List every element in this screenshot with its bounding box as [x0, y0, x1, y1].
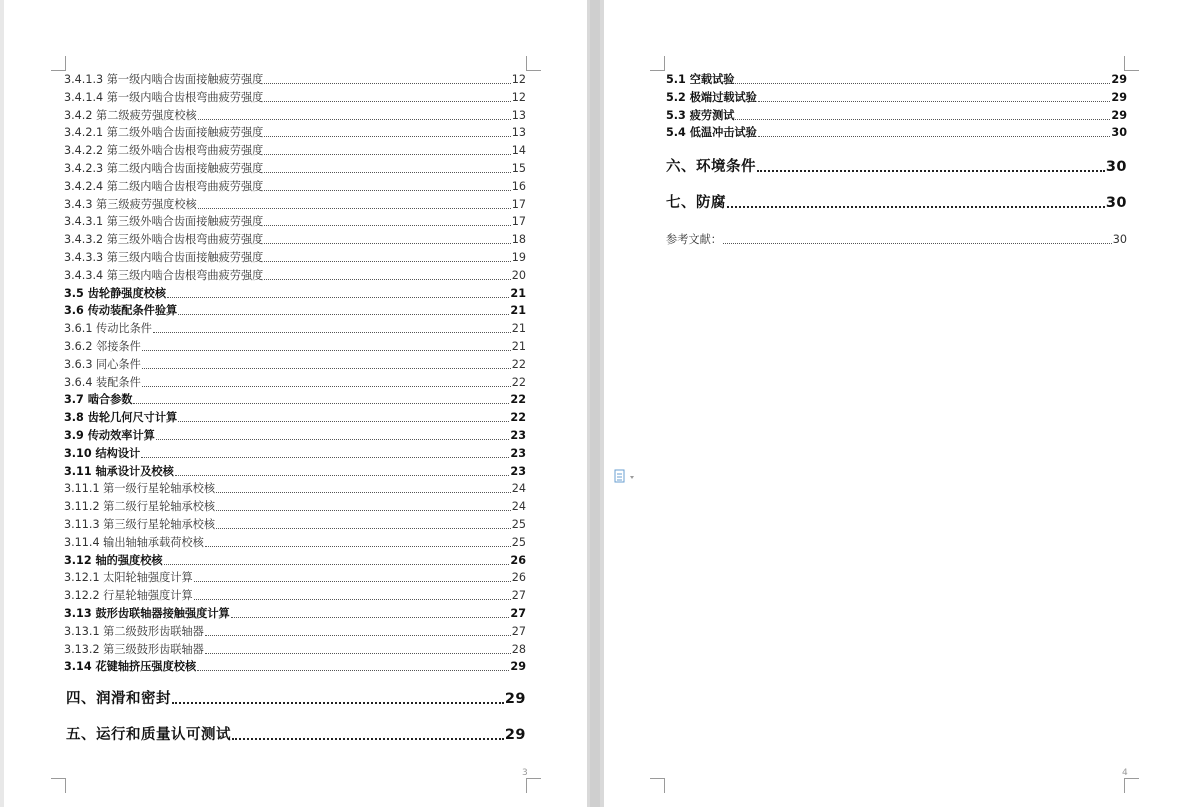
- toc-entry-title: 3.6.3 同心条件: [64, 357, 141, 371]
- toc-entry-title: 5.2 极端过载试验: [666, 90, 757, 104]
- toc-entry-title: 3.13 鼓形齿联轴器接触强度计算: [64, 607, 230, 620]
- toc-entry-title: 5.3 疲劳测试: [666, 108, 735, 122]
- toc-leader-dots: [175, 474, 510, 476]
- toc-entry-page: 29: [1111, 90, 1127, 104]
- toc-entry[interactable]: [64, 393, 526, 407]
- toc-entry-page: 21: [511, 322, 526, 336]
- toc-entry-page: 13: [511, 108, 526, 122]
- toc-entry-title: 3.4.3.2 第三级外啮合齿根弯曲疲劳强度: [64, 233, 264, 247]
- toc-entry[interactable]: [64, 269, 526, 283]
- toc-entry-page: 27: [511, 589, 526, 603]
- toc-entry[interactable]: [666, 91, 1127, 105]
- toc-leader-dots: [231, 616, 510, 618]
- margin-corner-mark: [51, 778, 66, 793]
- toc-entry-page: 17: [511, 215, 526, 229]
- toc-entry-page: 21: [510, 286, 526, 300]
- toc-entry-page: 29: [1111, 108, 1127, 122]
- toc-leader-dots: [758, 100, 1111, 102]
- toc-leader-dots: [205, 545, 511, 547]
- margin-corner-mark: [51, 56, 66, 71]
- toc-leader-dots: [264, 260, 510, 262]
- toc-entry-page: 25: [511, 518, 526, 531]
- margin-corner-mark: [1124, 56, 1139, 71]
- toc-leader-dots: [727, 205, 1105, 208]
- toc-entry-page: 24: [511, 500, 526, 514]
- toc-leader-dots: [142, 349, 511, 351]
- toc-leader-dots: [205, 652, 511, 654]
- toc-leader-dots: [264, 82, 510, 84]
- toc-leader-dots: [141, 456, 509, 458]
- toc-entry-page: 23: [510, 464, 526, 478]
- toc-leader-dots: [156, 438, 510, 440]
- toc-entry[interactable]: [64, 571, 526, 585]
- toc-entry-page: 26: [511, 571, 526, 585]
- toc-leader-dots: [264, 224, 510, 226]
- toc-entry-title: 5.4 低温冲击试验: [666, 126, 757, 140]
- margin-corner-mark: [526, 778, 541, 793]
- toc-entry-page: 21: [511, 340, 526, 353]
- toc-entry-page: 21: [510, 304, 526, 318]
- toc-entry-title: 3.12 轴的强度校核: [64, 553, 163, 567]
- toc-entry[interactable]: [64, 340, 526, 354]
- toc-entry-title: 3.8 齿轮几何尺寸计算: [64, 411, 178, 425]
- toc-entry-title: 3.6.4 装配条件: [64, 375, 141, 389]
- toc-entry-title: 3.6.1 传动比条件: [64, 322, 152, 336]
- toc-leader-dots: [198, 118, 511, 120]
- toc-entry-page: 28: [511, 642, 526, 656]
- toc-entry-title: 3.6 传动装配条件验算: [64, 304, 178, 318]
- toc-entry-title: 参考文献：: [666, 233, 722, 246]
- toc-leader-dots: [167, 296, 509, 298]
- toc-entry[interactable]: [64, 554, 526, 568]
- toc-entry-page: 20: [511, 268, 526, 282]
- toc-leader-dots: [757, 169, 1105, 172]
- toc-entry-title: 3.6.2 邻接条件: [64, 340, 141, 353]
- toc-entry-page: 18: [511, 233, 526, 247]
- toc-entry-page: 12: [511, 90, 526, 104]
- toc-entry-page: 24: [511, 482, 526, 496]
- toc-leader-dots: [735, 82, 1110, 84]
- document-page-right: [604, 0, 1181, 807]
- document-page-left: [4, 0, 587, 807]
- toc-leader-dots: [172, 701, 504, 704]
- page-number: 3: [522, 768, 528, 778]
- toc-entry-page: 19: [511, 251, 526, 264]
- toc-leader-dots: [197, 669, 509, 671]
- toc-chapter[interactable]: [66, 690, 526, 708]
- toc-entry[interactable]: [64, 376, 526, 390]
- toc-leader-dots: [723, 242, 1112, 244]
- toc-entry[interactable]: [64, 322, 526, 336]
- toc-leader-dots: [264, 242, 510, 244]
- toc-leader-dots: [205, 634, 511, 636]
- margin-corner-mark: [650, 778, 665, 793]
- toc-entry-page: 23: [510, 429, 526, 442]
- toc-entry-title: 3.4.2.3 第二级内啮合齿面接触疲劳强度: [64, 162, 264, 175]
- toc-entry-page: 22: [510, 411, 526, 425]
- toc-entry[interactable]: [64, 162, 526, 176]
- toc-entry-page: 14: [511, 144, 526, 158]
- paste-options-icon[interactable]: [613, 469, 637, 485]
- toc-leader-dots: [178, 420, 509, 422]
- toc-entry-page: 30: [1105, 195, 1127, 211]
- toc-entry-page: 16: [511, 179, 526, 193]
- toc-entry-page: 27: [510, 607, 526, 620]
- toc-references[interactable]: [666, 233, 1127, 247]
- toc-entry[interactable]: [64, 447, 526, 461]
- toc-entry-title: 3.4.2.1 第二级外啮合齿面接触疲劳强度: [64, 126, 264, 140]
- margin-corner-mark: [526, 56, 541, 71]
- toc-entry-title: 五、运行和质量认可测试: [66, 727, 231, 743]
- toc-entry-title: 3.4.3.1 第三级外啮合齿面接触疲劳强度: [64, 215, 264, 229]
- toc-entry-page: 27: [511, 624, 526, 638]
- toc-entry-page: 25: [511, 535, 526, 549]
- toc-leader-dots: [216, 527, 511, 529]
- toc-entry[interactable]: [64, 500, 526, 514]
- toc-entry-page: 30: [1111, 126, 1127, 140]
- toc-leader-dots: [194, 598, 511, 600]
- toc-entry[interactable]: [64, 73, 526, 87]
- toc-entry[interactable]: [64, 660, 526, 674]
- toc-entry-title: 3.11.1 第一级行星轮轴承校核: [64, 482, 216, 496]
- toc-entry-page: 29: [504, 691, 526, 707]
- toc-entry[interactable]: [64, 625, 526, 639]
- toc-entry[interactable]: [666, 73, 1127, 87]
- toc-entry-page: 30: [1105, 159, 1127, 175]
- toc-entry[interactable]: [64, 411, 526, 425]
- toc-entry[interactable]: [64, 251, 526, 265]
- toc-leader-dots: [142, 385, 511, 387]
- toc-chapter[interactable]: [66, 726, 526, 744]
- toc-entry[interactable]: [64, 215, 526, 229]
- toc-entry-title: 3.9 传动效率计算: [64, 429, 155, 442]
- toc-leader-dots: [264, 278, 510, 280]
- toc-entry[interactable]: [64, 233, 526, 247]
- toc-entry-title: 3.4.2.2 第二级外啮合齿根弯曲疲劳强度: [64, 144, 264, 158]
- toc-entry-page: 12: [511, 73, 526, 86]
- margin-corner-mark: [650, 56, 665, 71]
- toc-entry[interactable]: [64, 109, 526, 123]
- toc-entry-page: 29: [1111, 73, 1127, 86]
- toc-entry-title: 七、防腐: [666, 195, 726, 211]
- toc-entry-page: 22: [511, 357, 526, 371]
- toc-entry-title: 3.4.3 第三级疲劳强度校核: [64, 197, 197, 211]
- toc-leader-dots: [232, 737, 504, 740]
- toc-entry[interactable]: [666, 109, 1127, 123]
- toc-entry-title: 3.12.1 太阳轮轴强度计算: [64, 571, 193, 585]
- toc-entry[interactable]: [64, 607, 526, 621]
- margin-corner-mark: [1124, 778, 1139, 793]
- toc-entry-page: 29: [510, 660, 526, 674]
- scroll-divider: [590, 0, 600, 807]
- toc-entry-title: 3.4.1.3 第一级内啮合齿面接触疲劳强度: [64, 73, 264, 86]
- toc-leader-dots: [264, 171, 510, 173]
- toc-entry[interactable]: [64, 304, 526, 318]
- toc-entry[interactable]: [666, 126, 1127, 140]
- toc-entry-title: 3.13.2 第三级鼓形齿联轴器: [64, 642, 204, 656]
- toc-entry-page: 22: [510, 393, 526, 407]
- toc-entry-title: 六、环境条件: [666, 159, 756, 175]
- toc-leader-dots: [133, 402, 509, 404]
- toc-entry[interactable]: [64, 144, 526, 158]
- toc-leader-dots: [264, 135, 510, 137]
- toc-leader-dots: [264, 153, 510, 155]
- toc-entry[interactable]: [64, 358, 526, 372]
- toc-leader-dots: [735, 118, 1110, 120]
- toc-entry-title: 3.7 啮合参数: [64, 393, 133, 407]
- toc-entry-title: 3.11.4 输出轴轴承载荷校核: [64, 535, 204, 549]
- toc-leader-dots: [216, 509, 511, 511]
- toc-leader-dots: [198, 207, 511, 209]
- toc-entry[interactable]: [64, 482, 526, 496]
- toc-entry-page: 15: [511, 162, 526, 175]
- toc-entry-title: 3.12.2 行星轮轴强度计算: [64, 589, 193, 603]
- page-number: 4: [1122, 768, 1128, 778]
- toc-entry[interactable]: [64, 643, 526, 657]
- toc-entry-title: 3.11.2 第二级行星轮轴承校核: [64, 500, 216, 514]
- toc-entry-title: 3.4.2 第二级疲劳强度校核: [64, 108, 197, 122]
- toc-entry-title: 四、润滑和密封: [66, 691, 171, 707]
- toc-entry[interactable]: [64, 589, 526, 603]
- toc-leader-dots: [264, 100, 510, 102]
- toc-entry-title: 3.4.3.4 第三级内啮合齿根弯曲疲劳强度: [64, 268, 264, 282]
- toc-entry[interactable]: [64, 91, 526, 105]
- toc-entry-page: 23: [510, 446, 526, 460]
- toc-entry-page: 30: [1112, 233, 1127, 246]
- toc-entry-title: 3.11.3 第三级行星轮轴承校核: [64, 518, 216, 531]
- toc-entry[interactable]: [64, 287, 526, 301]
- toc-entry-title: 5.1 空载试验: [666, 73, 735, 86]
- toc-entry[interactable]: [64, 518, 526, 532]
- toc-entry-title: 3.11 轴承设计及校核: [64, 464, 174, 478]
- toc-entry[interactable]: [64, 198, 526, 212]
- toc-entry-title: 3.4.2.4 第二级内啮合齿根弯曲疲劳强度: [64, 179, 264, 193]
- toc-leader-dots: [264, 189, 510, 191]
- toc-entry-title: 3.4.3.3 第三级内啮合齿面接触疲劳强度: [64, 251, 264, 264]
- toc-leader-dots: [758, 135, 1111, 137]
- toc-entry-page: 13: [511, 126, 526, 140]
- toc-entry[interactable]: [64, 126, 526, 140]
- toc-entry[interactable]: [64, 180, 526, 194]
- toc-entry[interactable]: [64, 465, 526, 479]
- toc-leader-dots: [216, 491, 511, 493]
- toc-entry-title: 3.4.1.4 第一级内啮合齿根弯曲疲劳强度: [64, 90, 264, 104]
- toc-entry-title: 3.14 花键轴挤压强度校核: [64, 660, 197, 674]
- toc-entry-title: 3.5 齿轮静强度校核: [64, 286, 167, 300]
- toc-entry-page: 29: [504, 727, 526, 743]
- toc-leader-dots: [164, 563, 510, 565]
- toc-entry[interactable]: [64, 536, 526, 550]
- toc-entry-page: 17: [511, 197, 526, 211]
- toc-entry[interactable]: [64, 429, 526, 443]
- toc-chapter[interactable]: [666, 194, 1127, 212]
- toc-entry-title: 3.13.1 第二级鼓形齿联轴器: [64, 624, 204, 638]
- toc-leader-dots: [142, 367, 511, 369]
- toc-chapter[interactable]: [666, 158, 1127, 176]
- toc-leader-dots: [153, 331, 511, 333]
- toc-entry-page: 26: [510, 553, 526, 567]
- toc-entry-page: 22: [511, 375, 526, 389]
- toc-entry-title: 3.10 结构设计: [64, 446, 141, 460]
- toc-leader-dots: [194, 580, 511, 582]
- toc-leader-dots: [178, 313, 509, 315]
